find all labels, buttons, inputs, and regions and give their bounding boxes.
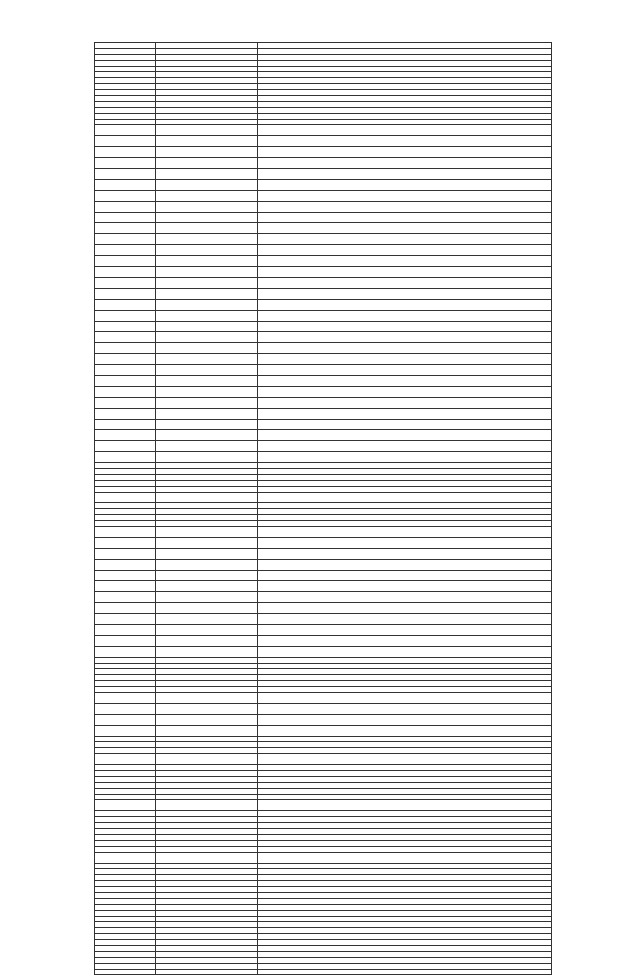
row-number (95, 441, 156, 452)
row-number (95, 537, 156, 548)
row-number (95, 852, 156, 863)
cadastral-number (156, 321, 258, 332)
cadastral-number (156, 223, 258, 234)
cadastral-number (156, 570, 258, 581)
table-row (95, 158, 552, 169)
address (257, 693, 551, 704)
table-row (95, 570, 552, 581)
address (257, 852, 551, 863)
table-row (95, 754, 552, 765)
cadastral-number (156, 397, 258, 408)
table-row (95, 419, 552, 430)
row-number (95, 452, 156, 463)
cadastral-number (156, 441, 258, 452)
cadastral-number (156, 125, 258, 136)
table-row (95, 441, 552, 452)
table-row (95, 288, 552, 299)
cadastral-number (156, 537, 258, 548)
address (257, 256, 551, 267)
address (257, 646, 551, 657)
address (257, 136, 551, 147)
cadastral-number (156, 343, 258, 354)
cadastral-number (156, 548, 258, 559)
row-number (95, 592, 156, 603)
row-number (95, 703, 156, 714)
table-row (95, 234, 552, 245)
row-number (95, 693, 156, 704)
table-row (95, 397, 552, 408)
address (257, 581, 551, 592)
table-row (95, 245, 552, 256)
row-number (95, 397, 156, 408)
row-number (95, 635, 156, 646)
row-number (95, 754, 156, 765)
table-row (95, 714, 552, 725)
table-row (95, 852, 552, 863)
table-row (95, 365, 552, 376)
row-number (95, 212, 156, 223)
address (257, 277, 551, 288)
address (257, 537, 551, 548)
table-row (95, 310, 552, 321)
address (257, 310, 551, 321)
address (257, 800, 551, 811)
cadastral-number (156, 332, 258, 343)
row-number (95, 526, 156, 537)
address (257, 147, 551, 158)
row-number (95, 256, 156, 267)
cadastral-number (156, 310, 258, 321)
address (257, 179, 551, 190)
cadastral-number (156, 386, 258, 397)
row-number (95, 299, 156, 310)
table-row (95, 267, 552, 278)
cadastral-number (156, 277, 258, 288)
row-number (95, 559, 156, 570)
address (257, 754, 551, 765)
table-row (95, 179, 552, 190)
row-number (95, 365, 156, 376)
cadastral-number (156, 419, 258, 430)
table-row (95, 212, 552, 223)
row-number (95, 343, 156, 354)
address (257, 234, 551, 245)
row-number (95, 570, 156, 581)
cadastral-number (156, 169, 258, 180)
table-row (95, 537, 552, 548)
address (257, 419, 551, 430)
cadastral-number (156, 452, 258, 463)
address (257, 526, 551, 537)
table-row (95, 299, 552, 310)
address (257, 430, 551, 441)
table-row (95, 354, 552, 365)
cadastral-number (156, 693, 258, 704)
address (257, 614, 551, 625)
address (257, 158, 551, 169)
cadastral-number (156, 614, 258, 625)
cadastral-number (156, 492, 258, 503)
cadastral-number (156, 725, 258, 736)
address (257, 190, 551, 201)
cadastral-number (156, 581, 258, 592)
cadastral-number (156, 288, 258, 299)
table-row (95, 635, 552, 646)
address (257, 125, 551, 136)
table-row (95, 800, 552, 811)
table-row (95, 147, 552, 158)
address (257, 452, 551, 463)
table-row (95, 321, 552, 332)
table-row (95, 136, 552, 147)
address (257, 321, 551, 332)
cadastral-number (156, 190, 258, 201)
table-row (95, 969, 552, 975)
row-number (95, 179, 156, 190)
cadastral-number (156, 147, 258, 158)
table-row (95, 603, 552, 614)
address (257, 354, 551, 365)
row-number (95, 190, 156, 201)
table-row (95, 614, 552, 625)
row-number (95, 625, 156, 636)
cadastral-number (156, 234, 258, 245)
table-row (95, 492, 552, 503)
table-row (95, 725, 552, 736)
address (257, 223, 551, 234)
cadastral-number (156, 201, 258, 212)
row-number (95, 223, 156, 234)
row-number (95, 354, 156, 365)
row-number (95, 125, 156, 136)
address (257, 375, 551, 386)
address (257, 267, 551, 278)
cadastral-number (156, 375, 258, 386)
address (257, 492, 551, 503)
cadastral-number (156, 365, 258, 376)
row-number (95, 614, 156, 625)
address (257, 441, 551, 452)
cadastral-number (156, 430, 258, 441)
address (257, 969, 551, 975)
address (257, 559, 551, 570)
address (257, 570, 551, 581)
table-row (95, 592, 552, 603)
cadastral-number (156, 559, 258, 570)
address (257, 548, 551, 559)
cadastral-number (156, 267, 258, 278)
cadastral-number (156, 179, 258, 190)
table-row (95, 375, 552, 386)
table-row (95, 256, 552, 267)
address (257, 386, 551, 397)
row-number (95, 267, 156, 278)
cadastral-number (156, 136, 258, 147)
row-number (95, 234, 156, 245)
address (257, 169, 551, 180)
address (257, 212, 551, 223)
cadastral-number (156, 592, 258, 603)
table-row (95, 223, 552, 234)
cadastral-number (156, 703, 258, 714)
table-row (95, 646, 552, 657)
table-row (95, 693, 552, 704)
cadastral-number (156, 526, 258, 537)
address (257, 201, 551, 212)
row-number (95, 646, 156, 657)
cadastral-number (156, 800, 258, 811)
row-number (95, 136, 156, 147)
row-number (95, 375, 156, 386)
row-number (95, 310, 156, 321)
cadastral-number (156, 299, 258, 310)
row-number (95, 492, 156, 503)
address (257, 245, 551, 256)
table-row (95, 559, 552, 570)
row-number (95, 714, 156, 725)
address (257, 343, 551, 354)
address (257, 365, 551, 376)
address (257, 635, 551, 646)
address (257, 592, 551, 603)
row-number (95, 408, 156, 419)
address (257, 397, 551, 408)
table-row (95, 169, 552, 180)
table-row (95, 625, 552, 636)
table-row (95, 190, 552, 201)
cadastral-number (156, 245, 258, 256)
cadastral-number (156, 852, 258, 863)
table-row (95, 703, 552, 714)
address (257, 703, 551, 714)
row-number (95, 277, 156, 288)
address (257, 288, 551, 299)
cadastral-number (156, 714, 258, 725)
row-number (95, 147, 156, 158)
row-number (95, 386, 156, 397)
address (257, 332, 551, 343)
address (257, 725, 551, 736)
cadastral-number (156, 354, 258, 365)
row-number (95, 288, 156, 299)
cadastral-number (156, 969, 258, 975)
row-number (95, 332, 156, 343)
row-number (95, 201, 156, 212)
cadastral-number (156, 603, 258, 614)
address (257, 714, 551, 725)
cadastral-number (156, 754, 258, 765)
row-number (95, 430, 156, 441)
table-row (95, 526, 552, 537)
row-number (95, 725, 156, 736)
table-row (95, 430, 552, 441)
row-number (95, 800, 156, 811)
row-number (95, 419, 156, 430)
cadastral-number (156, 158, 258, 169)
address (257, 603, 551, 614)
row-number (95, 245, 156, 256)
address (257, 299, 551, 310)
cadastral-number (156, 408, 258, 419)
table-row (95, 125, 552, 136)
address (257, 408, 551, 419)
row-number (95, 158, 156, 169)
table-row (95, 277, 552, 288)
register-table-body (95, 43, 552, 975)
table-row (95, 548, 552, 559)
row-number (95, 603, 156, 614)
cadastral-number (156, 256, 258, 267)
cadastral-number (156, 635, 258, 646)
cadastral-number (156, 625, 258, 636)
row-number (95, 969, 156, 975)
row-number (95, 321, 156, 332)
table-row (95, 581, 552, 592)
table-row (95, 452, 552, 463)
register-table (94, 42, 552, 975)
table-row (95, 332, 552, 343)
row-number (95, 581, 156, 592)
table-row (95, 386, 552, 397)
table-row (95, 343, 552, 354)
row-number (95, 169, 156, 180)
table-row (95, 408, 552, 419)
row-number (95, 548, 156, 559)
address (257, 625, 551, 636)
table-row (95, 201, 552, 212)
cadastral-number (156, 212, 258, 223)
cadastral-number (156, 646, 258, 657)
